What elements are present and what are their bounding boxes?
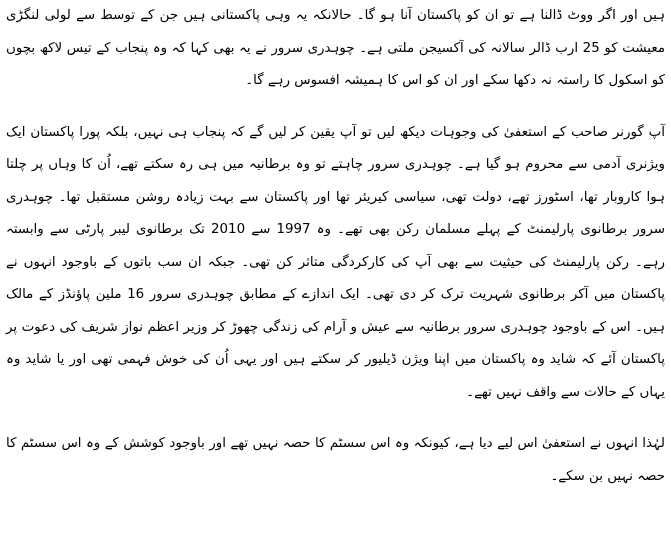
- paragraph-governor-resignation: آپ گورنر صاحب کے استعفیٰ کی وجوہات دیکھ لیں تو آپ یقین کر لیں گے کہ پنجاب ہی نہیں، بلکہ پورا پاکستان ایک ویژنری آدمی سے محروم ہو گیا ہے۔ چوہدری سرور چاہتے تو وہ برطانیہ میں ہی رہ سکتے تھے، اُن کا وہاں پر چلتا ہوا کاروبار تھا، اسٹورز تھے، دولت تھی، سیاسی کیریئر تھا اور پاکستان سے بہت زیادہ روشن مستقبل تھا۔ چوہدری سرور برطانوی پارلیمنٹ کے پہلے مسلمان رکن بھی تھے۔ وہ 1997 سے 2010 تک برطانوی لیبر پارٹی سے وابستہ رہے۔ رکن پارلیمنٹ کی حیثیت سے بھی آپ کی کارکردگی متاثر کن تھی۔ جبکہ ان سب باتوں کے باوجود انہوں نے پاکستان میں آکر برطانوی شہریت ترک کر دی تھی۔ ایک اندازے کے مطابق چوہدری سرور 16 ملین پاؤنڈز کے مالک ہیں۔ اس کے باوجود چوہدری سرور برطانیہ سے عیش و آرام کی زندگی چھوڑ کر وزیر اعظم نواز شریف کی دعوت پر پاکستان آئے کہ شاید وہ پاکستان میں اپنا ویژن ڈیلیور کر سکتے ہیں اور یہی اُن کی خوش فہمی تھی اور یا شاید وہ یہاں کے حالات سے واقف نہیں تھے۔: [6, 124, 665, 400]
- article-body: [6, 0, 665, 493]
- paragraph-conclusion: لہٰذا انہوں نے استعفیٰ اس لیے دیا ہے، کیونکہ وہ اس سسٹم کا حصہ نہیں تھے اور باوجود کوشش کے وہ اس سسٹم کا حصہ نہیں بن سکے۔: [6, 436, 665, 484]
- paragraph-overseas-pakistanis: ہیں اور اگر ووٹ ڈالنا ہے تو ان کو پاکستان آنا ہو گا۔ حالانکہ یہ وہی پاکستانی ہیں جن کے توسط سے لولی لنگڑی معیشت کو 25 ارب ڈالر سالانہ کی آکسیجن ملتی ہے۔ چوہدری سرور نے یہ بھی کہا کہ وہ پنجاب کے تیس لاکھ بچوں کو اسکول کا راستہ نہ دکھا سکے اور ان کو اس کا ہمیشہ افسوس رہے گا۔: [6, 8, 665, 88]
